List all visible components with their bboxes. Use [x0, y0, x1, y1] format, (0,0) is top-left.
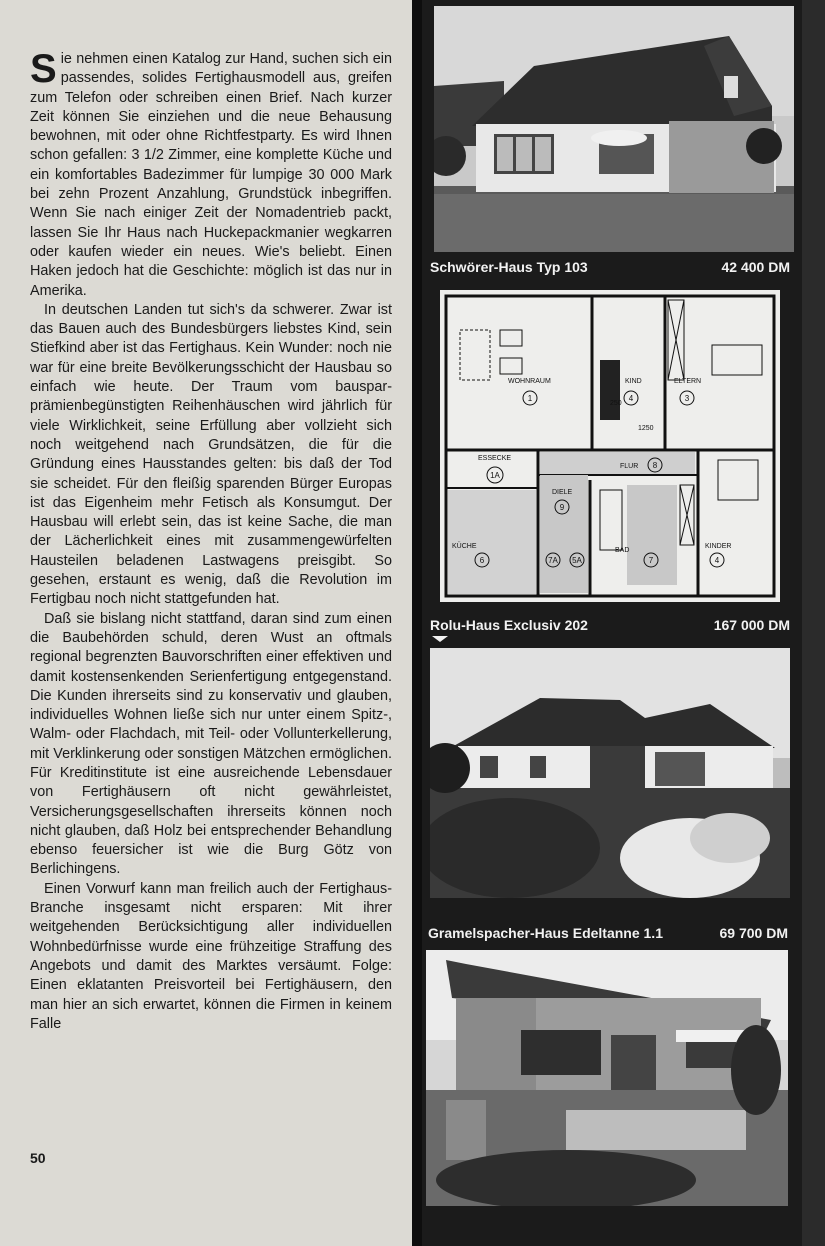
caption-rolu-haus: [430, 614, 790, 636]
room-number: 4: [714, 556, 720, 565]
photo-schwoerer-haus: [434, 6, 794, 252]
drop-cap: S: [30, 47, 57, 91]
caption-price: 42 400 DM: [721, 259, 790, 275]
dimension-label: 250: [610, 400, 622, 407]
page-number: 50: [30, 1150, 46, 1166]
floorplan-rolu-haus: [440, 290, 780, 602]
article-paragraph: Daß sie bislang nicht stattfand, daran sind zum einen die Baubehörden schuld, deren Wust an oftmals regional begrenzten Bauvorschriften einer effektiven und damit kostensenkenden Serienfertigung entgegenstand. Die Kunden ihrerseits sind zu konservativ und glauben, individuelles Wohnen ließe sich nur unter einem Spitz-, Walm- oder Flachdach, mit Teil- oder Vollunterkellerung, mit Verklinkerung oder sonstigen Mätzchen ermöglichen. Für Kreditinstitute ist eine ausreichende Lebensdauer von Fertighäusern oft nicht gewährleistet, Versicherungsgesellschaften ihrerseits können noch nicht glauben, daß Holz bei entsprechender Behandlung ebenso feuersicher ist wie die Burg Götz von Berlichingens.: [30, 610, 392, 878]
caption-gramelspacher-haus: [428, 922, 788, 944]
caption-price: 167 000 DM: [713, 617, 790, 633]
photo-gramelspacher-haus: [426, 950, 788, 1206]
room-label: BAD: [615, 547, 630, 554]
room-label: ELTERN: [674, 378, 702, 385]
caption-arrow-icon: [432, 636, 448, 642]
room-label: KINDER: [705, 543, 732, 550]
room-label: ESSECKE: [478, 455, 512, 462]
caption-price: 69 700 DM: [719, 925, 788, 941]
room-label: KÜCHE: [452, 543, 477, 550]
room-number: 9: [559, 503, 565, 512]
panel-edge: [412, 0, 422, 1246]
photo-rolu-haus: [430, 648, 790, 898]
caption-schwoerer-haus: [430, 256, 790, 278]
room-number: 1A: [490, 471, 500, 480]
room-number: 6: [479, 556, 485, 565]
article-paragraph: In deutschen Landen tut sich's da schwerer. Zwar ist das Bauen auch des Bundesbürgers liebstes Kind, sein Stiefkind aber ist das Fertighaus. Kein Wunder: noch nie war für eine breite Bevölkerungsschicht der Hausbau so einfach wie heute. Der Traum vom bauspar-prämienbegünstigten Reihenhäuschen wird jährlich für viele Wirklichkeit, seine Erfüllung aber vollzieht sich noch weitgehend nach Grundsätzen, die für die Gründung eines Hausstandes gelten: bis daß der Tod sie scheidet. Für den fleißig sparenden Bürger Europas ist das Eigenheim mehr Fetisch als Konsumgut. Der Hausbau will erlebt sein, das ist keine Sache, die man der Lächerlichkeit eines mit zusammengewürfelten Hausteilen beladenen Lastwagens preisgibt. So gesehen, erstaunt es wenig, daß die Revolution im Fertigbau noch nicht stattgefunden hat.: [30, 301, 392, 608]
page-edge-strip: [802, 0, 825, 1246]
room-label: WOHNRAUM: [508, 378, 551, 385]
room-number: 7: [648, 556, 654, 565]
article-paragraph: Sie nehmen einen Katalog zur Hand, suchen sich ein passendes, solides Fertighausmodell aus, greifen zum Telefon oder schreiben einen Brief. Nach kurzer Zeit können Sie einziehen und die neue Behausung bewohnen, mit oder ohne Richtfestparty. Es wird Ihnen schon gefallen: 3 1/2 Zimmer, eine komplette Küche und ein komfortables Badezimmer für lumpige 30 000 Mark bei zehn Prozent Anzahlung, Grundstück inbegriffen. Wenn Sie nach einiger Zeit der Nomadentrieb packt, lassen Sie Ihr Haus nach Huckepackmanier wegkarren oder kaufen wieder ein neues. Wie's beliebt. Einen Haken jedoch hat die Geschichte: möglich ist das nur in Amerika.: [30, 47, 392, 299]
room-number: 5A: [572, 556, 582, 565]
room-label: FLUR: [620, 463, 639, 470]
room-number: 3: [684, 394, 690, 403]
room-label: KIND: [625, 378, 642, 385]
dimension-label: 1250: [638, 425, 654, 432]
caption-title: Gramelspacher-Haus Edeltanne 1.1: [428, 925, 663, 941]
room-number: 1: [527, 394, 533, 403]
room-number: 7A: [548, 556, 558, 565]
room-number: 8: [652, 461, 658, 470]
article-text: [30, 47, 392, 1034]
caption-title: Schwörer-Haus Typ 103: [430, 259, 588, 275]
article-paragraph: Einen Vorwurf kann man freilich auch der Fertighaus-Branche insgesamt nicht ersparen: Mit ihrer weitgehenden Berücksichtigung aller individuellen Wohnbedürfnisse wurde eine frühzeitige Straffung des Angebots und damit des Marktes versäumt. Folge: Einen eklatanten Preisvorteil bei Fertighäusern, den man hier an sich erwartet, können die Firmen in keinem Falle: [30, 880, 392, 1032]
room-number: 4: [628, 394, 634, 403]
room-label: DIELE: [552, 489, 573, 496]
caption-title: Rolu-Haus Exclusiv 202: [430, 617, 588, 633]
